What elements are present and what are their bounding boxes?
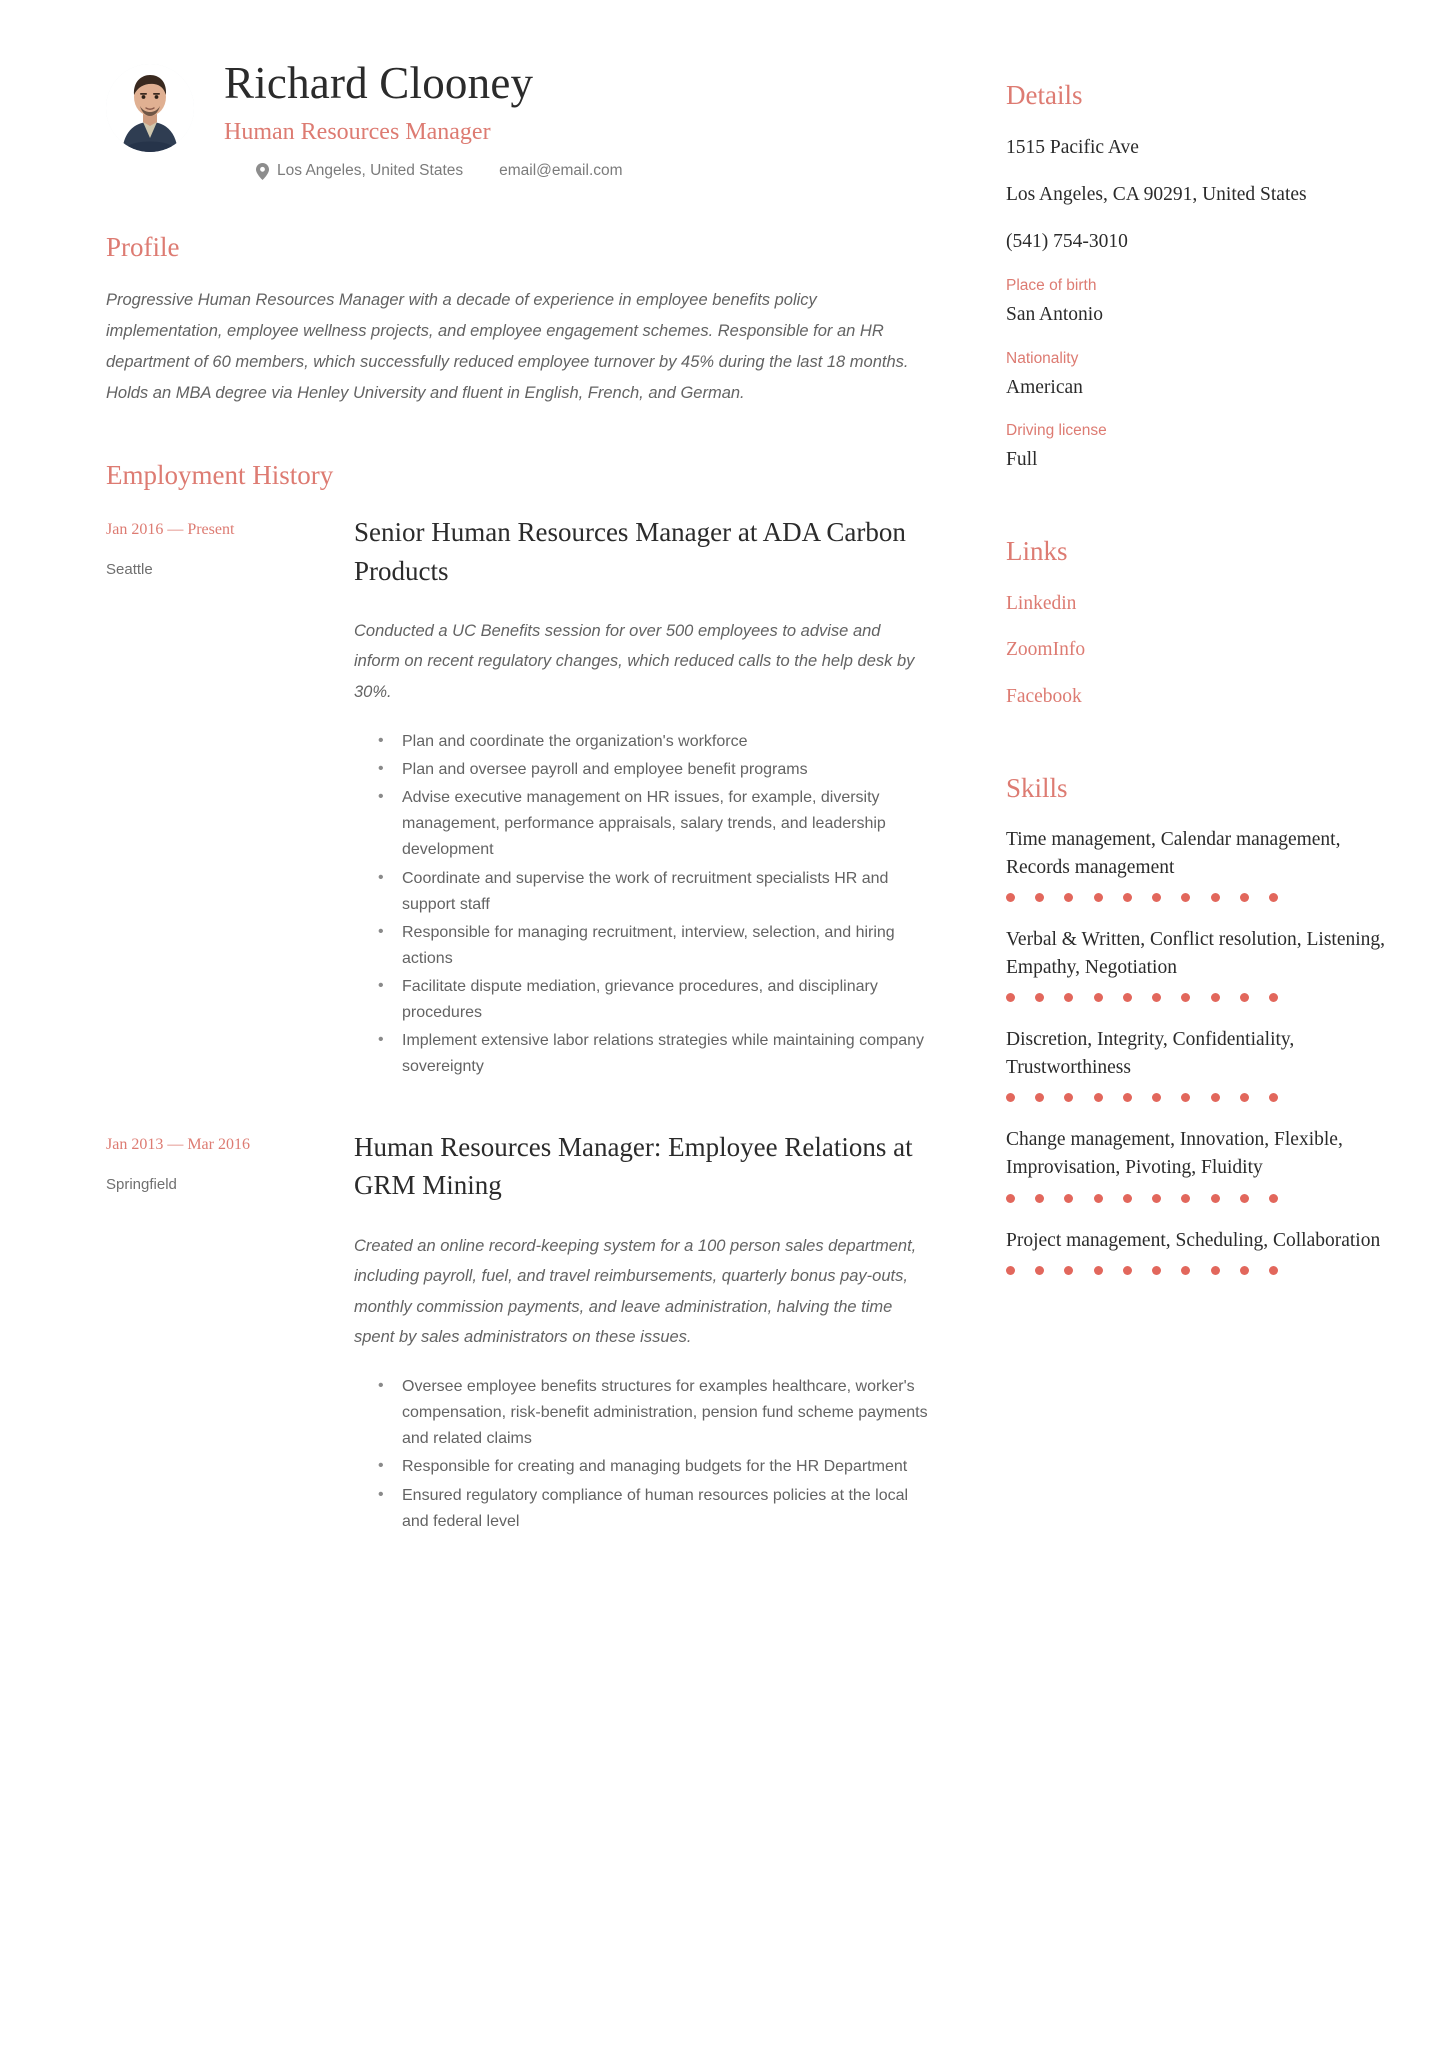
detail-value: American [1006, 376, 1083, 398]
employment-bullet: • Ensured regulatory compliance of human resources policies at the local and federal level [376, 1483, 928, 1535]
skill-dot [1006, 893, 1015, 902]
skill-dot [1181, 1093, 1190, 1102]
skill-dot [1006, 993, 1015, 1002]
skill-item [1006, 1026, 1388, 1102]
skill-dot [1269, 1266, 1278, 1275]
skill-name: Verbal & Written, Conflict resolution, Listening, Empathy, Negotiation [1006, 929, 1386, 979]
address-line-1: 1515 Pacific Ave [1006, 137, 1139, 158]
skill-dot [1181, 1266, 1190, 1275]
resume-header [106, 56, 928, 152]
skill-dot [1181, 893, 1190, 902]
employment-bullets [354, 1374, 928, 1534]
location-text: Los Angeles, United States [277, 162, 464, 179]
employment-role: Senior Human Resources Manager at ADA Carbon Products [354, 517, 906, 586]
skill-name: Discretion, Integrity, Confidentiality, Trustworthiness [1006, 1029, 1295, 1079]
skill-name: Project management, Scheduling, Collaboration [1006, 1229, 1381, 1251]
skill-item [1006, 1227, 1388, 1275]
avatar [106, 64, 194, 152]
employment-location: Springfield [106, 1176, 177, 1194]
email-item[interactable] [499, 162, 622, 180]
skill-name: Change management, Innovation, Flexible, Improvisation, Pivoting, Fluidity [1006, 1129, 1343, 1179]
skill-rating [1006, 893, 1278, 902]
location-pin-icon [256, 163, 269, 180]
skill-dot [1240, 993, 1249, 1002]
detail-label: Place of birth [1006, 277, 1097, 295]
skill-dot [1094, 893, 1103, 902]
employment-body [354, 1128, 928, 1537]
skill-dot [1152, 1266, 1161, 1275]
skill-dot [1123, 893, 1132, 902]
employment-body [354, 513, 928, 1082]
skill-dot [1211, 1266, 1220, 1275]
link-linkedin[interactable]: Linkedin [1006, 593, 1077, 615]
skill-dot [1152, 1194, 1161, 1203]
skill-dot [1035, 1266, 1044, 1275]
skill-dot [1035, 1093, 1044, 1102]
skill-item [1006, 1126, 1388, 1202]
skill-dot [1064, 1194, 1073, 1203]
employment-bullet: • Responsible for creating and managing budgets for the HR Department [376, 1454, 928, 1480]
skill-item [1006, 926, 1388, 1002]
sidebar [968, 56, 1388, 2048]
skill-dot [1269, 1093, 1278, 1102]
skill-dot [1064, 993, 1073, 1002]
address-line-2: Los Angeles, CA 90291, United States [1006, 183, 1307, 205]
detail-value: San Antonio [1006, 304, 1103, 326]
skill-dot [1269, 993, 1278, 1002]
employment-heading: Employment History [106, 460, 334, 491]
skill-dot [1123, 1093, 1132, 1102]
name-block [224, 56, 533, 150]
employment-dates: Jan 2013 — Mar 2016 [106, 1136, 250, 1154]
skill-dot [1181, 993, 1190, 1002]
main-column [60, 56, 968, 2048]
skill-dot [1181, 1194, 1190, 1203]
skill-dot [1211, 1093, 1220, 1102]
skill-dot [1035, 1194, 1044, 1203]
skill-dot [1064, 893, 1073, 902]
employment-location: Seattle [106, 561, 153, 579]
skill-dot [1006, 1194, 1015, 1203]
phone-number: (541) 754-3010 [1006, 230, 1128, 252]
skill-rating [1006, 1093, 1278, 1102]
skills-heading: Skills [1006, 772, 1068, 803]
detail-label: Nationality [1006, 349, 1079, 367]
email-text[interactable]: email@email.com [499, 162, 623, 179]
skill-rating [1006, 1266, 1278, 1275]
employment-bullet: • Plan and oversee payroll and employee benefit programs [376, 757, 928, 783]
skill-dot [1152, 893, 1161, 902]
skill-dot [1269, 893, 1278, 902]
detail-label: Driving license [1006, 421, 1107, 439]
profile-heading: Profile [106, 232, 180, 262]
detail-field-nationality [1006, 350, 1388, 402]
skill-item [1006, 826, 1388, 902]
skill-dot [1240, 1266, 1249, 1275]
employment-dates: Jan 2016 — Present [106, 521, 235, 539]
skill-dot [1064, 1266, 1073, 1275]
skill-dot [1211, 1194, 1220, 1203]
skill-dot [1094, 993, 1103, 1002]
skill-dot [1240, 893, 1249, 902]
details-heading: Details [1006, 80, 1083, 110]
location-item [256, 162, 463, 180]
skill-rating [1006, 1194, 1278, 1203]
link-zoominfo[interactable]: ZoomInfo [1006, 639, 1086, 661]
link-facebook[interactable]: Facebook [1006, 685, 1082, 707]
skill-dot [1123, 1266, 1132, 1275]
skill-dot [1240, 1093, 1249, 1102]
employment-summary: Conducted a UC Benefits session for over 500 employees to advise and inform on recent regulatory changes, which reduced calls to the help desk by 30%. [354, 622, 915, 701]
employment-bullet: • Responsible for managing recruitment, interview, selection, and hiring actions [376, 920, 928, 972]
profile-text: Progressive Human Resources Manager with a decade of experience in employee benefits policy implementation, employee wellness projects, and employee engagement schemes. Responsible for an HR department of 60 members, which successfully reduced employee turnover by 45% during the last 18 months. Holds an MBA degree via Henley University and fluent in English, French, and German. [106, 291, 909, 402]
employment-bullets [354, 729, 928, 1080]
skill-rating [1006, 993, 1278, 1002]
skill-dot [1035, 993, 1044, 1002]
detail-value: Full [1006, 448, 1038, 470]
page-title: Richard Clooney [224, 58, 534, 108]
skill-dot [1269, 1194, 1278, 1203]
employment-bullet: • Implement extensive labor relations strategies while maintaining company sovereignty [376, 1028, 928, 1080]
skill-dot [1152, 1093, 1161, 1102]
employment-bullet: • Plan and coordinate the organization's workforce [376, 729, 928, 755]
detail-field-driving-license [1006, 422, 1388, 474]
skill-dot [1094, 1194, 1103, 1203]
employment-entry [106, 513, 928, 1082]
employment-bullet: • Coordinate and supervise the work of recruitment specialists HR and support staff [376, 866, 928, 918]
links-heading: Links [1006, 536, 1068, 567]
skill-dot [1094, 1093, 1103, 1102]
employment-role: Human Resources Manager: Employee Relations at GRM Mining [354, 1132, 913, 1201]
skill-dot [1123, 1194, 1132, 1203]
skill-dot [1123, 993, 1132, 1002]
skill-dot [1211, 893, 1220, 902]
skill-dot [1064, 1093, 1073, 1102]
employment-meta [106, 1128, 354, 1193]
detail-field-place-of-birth [1006, 277, 1388, 329]
employment-summary: Created an online record-keeping system for a 100 person sales department, including payroll, fuel, and travel reimbursements, quarterly bonus pay-outs, monthly commission payments, and leave administration, halving the time spent by sales administrators on these issues. [354, 1236, 917, 1346]
employment-bullet: • Advise executive management on HR issues, for example, diversity management, performance appraisals, salary trends, and leadership development [376, 785, 928, 863]
employment-bullet: • Facilitate dispute mediation, grievance procedures, and disciplinary procedures [376, 974, 928, 1026]
skill-dot [1006, 1266, 1015, 1275]
employment-entry [106, 1128, 928, 1537]
employment-meta [106, 513, 354, 578]
skill-name: Time management, Calendar management, Records management [1006, 828, 1341, 878]
contact-row [106, 162, 928, 180]
skill-dot [1094, 1266, 1103, 1275]
skill-dot [1035, 893, 1044, 902]
skill-dot [1152, 993, 1161, 1002]
skill-dot [1006, 1093, 1015, 1102]
job-title: Human Resources Manager [224, 118, 491, 145]
skill-dot [1211, 993, 1220, 1002]
skill-dot [1240, 1194, 1249, 1203]
employment-bullet: • Oversee employee benefits structures for examples healthcare, worker's compensation, risk-benefit administration, pension fund scheme payments and related claims [376, 1374, 928, 1452]
